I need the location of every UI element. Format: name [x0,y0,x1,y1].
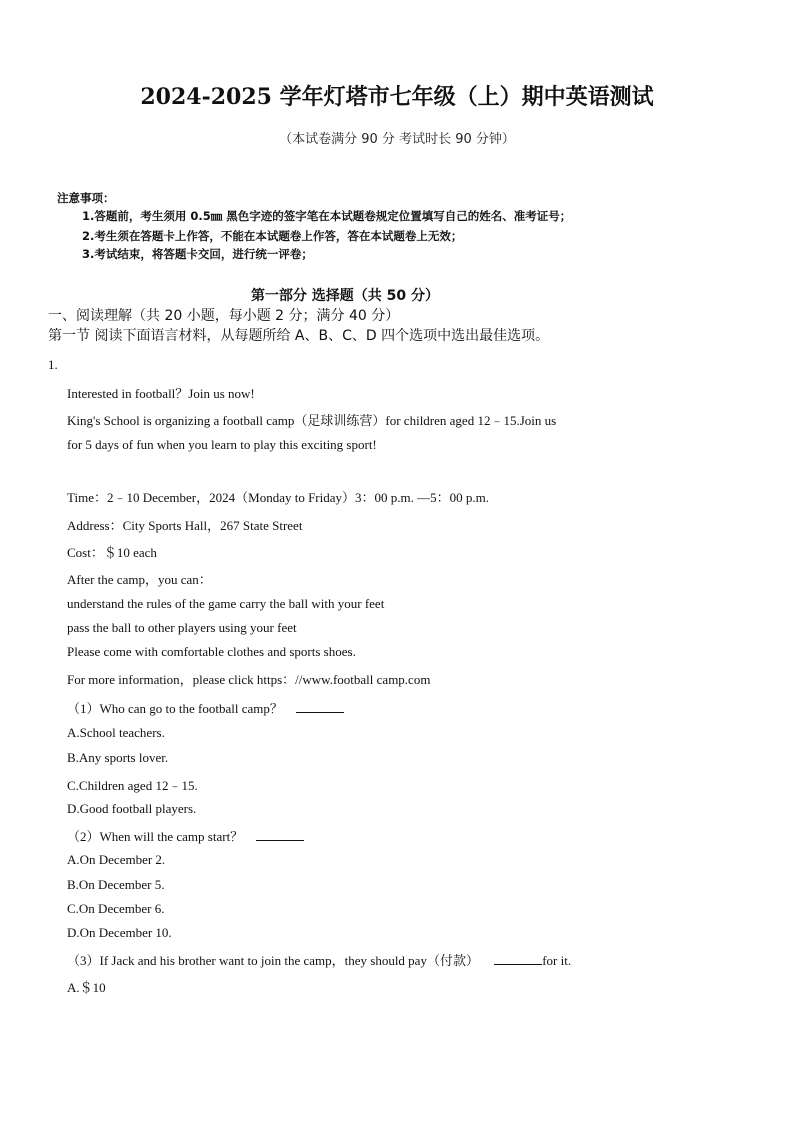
q1-option-a: A.School teachers. [67,725,165,740]
passage-line-7: After the camp，you can： [67,572,212,587]
q3-option-a: A.＄10 [67,980,106,995]
q2-option-a: A.On December 2. [67,852,166,867]
passage-line-9: pass the ball to other players using your feet [67,620,297,635]
question-3-text-after: for it. [542,953,572,968]
passage-line-4: Time：2﹣10 December，2024（Monday to Friday）3：00 p.m. —5：00 p.m. [67,490,489,505]
question-1-text: （1）Who can go to the football camp？ [67,701,283,716]
notice-item-2: 2.考生须在答题卡上作答，不能在本试题卷上作答，答在本试题卷上无效； [82,229,463,243]
question-3-text: （3）If Jack and his brother want to join the camp，they should pay（付款） [67,953,479,968]
q2-option-c: C.On December 6. [67,901,165,916]
passage-line-1: Interested in football？Join us now! [67,386,255,401]
exam-subtitle: （本试卷满分 90 分 考试时长 90 分钟） [279,132,515,147]
question-2-text: （2）When will the camp start？ [67,829,244,844]
question-number: 1. [48,357,58,372]
notice-item-1: 1.答题前，考生须用 0.5㎜ 黑色字迹的签字笔在本试题卷规定位置填写自己的姓名、准考证号； [82,209,572,223]
question-3-stem [67,950,571,969]
answer-blank-1[interactable] [296,700,344,713]
q1-option-c: C.Children aged 12﹣15. [67,778,198,793]
notice-heading: 注意事项： [57,191,115,205]
passage-line-10: Please come with comfortable clothes and sports shoes. [67,644,356,659]
answer-blank-3[interactable] [494,952,542,965]
passage-line-8: understand the rules of the game carry the ball with your feet [67,596,385,611]
passage-line-5: Address：City Sports Hall，267 State Street [67,518,303,533]
part-one-heading: 第一部分 选择题（共 50 分） [250,288,440,304]
passage-line-6: Cost：＄10 each [67,545,157,560]
q1-option-b: B.Any sports lover. [67,750,169,765]
passage-line-11: For more information，please click https：//www.football camp.com [67,672,431,687]
q2-option-d: D.On December 10. [67,925,172,940]
exam-title: 2024-2025 学年灯塔市七年级（上）期中英语测试 [140,84,654,110]
q2-option-b: B.On December 5. [67,877,165,892]
question-1-stem [67,698,344,717]
q1-option-d: D.Good football players. [67,801,197,816]
answer-blank-2[interactable] [256,828,304,841]
section-heading: 一、阅读理解（共 20 小题，每小题 2 分；满分 40 分） [48,308,400,324]
section-instruction: 第一节 阅读下面语言材料，从每题所给 A、B、C、D 四个选项中选出最佳选项。 [48,328,550,344]
question-2-stem [67,826,304,845]
passage-line-3: for 5 days of fun when you learn to play this exciting sport! [67,437,377,452]
passage-line-2: King's School is organizing a football camp（足球训练营）for children aged 12﹣15.Join us [67,413,557,428]
notice-item-3: 3.考试结束，将答题卡交回，进行统一评卷； [82,247,313,261]
